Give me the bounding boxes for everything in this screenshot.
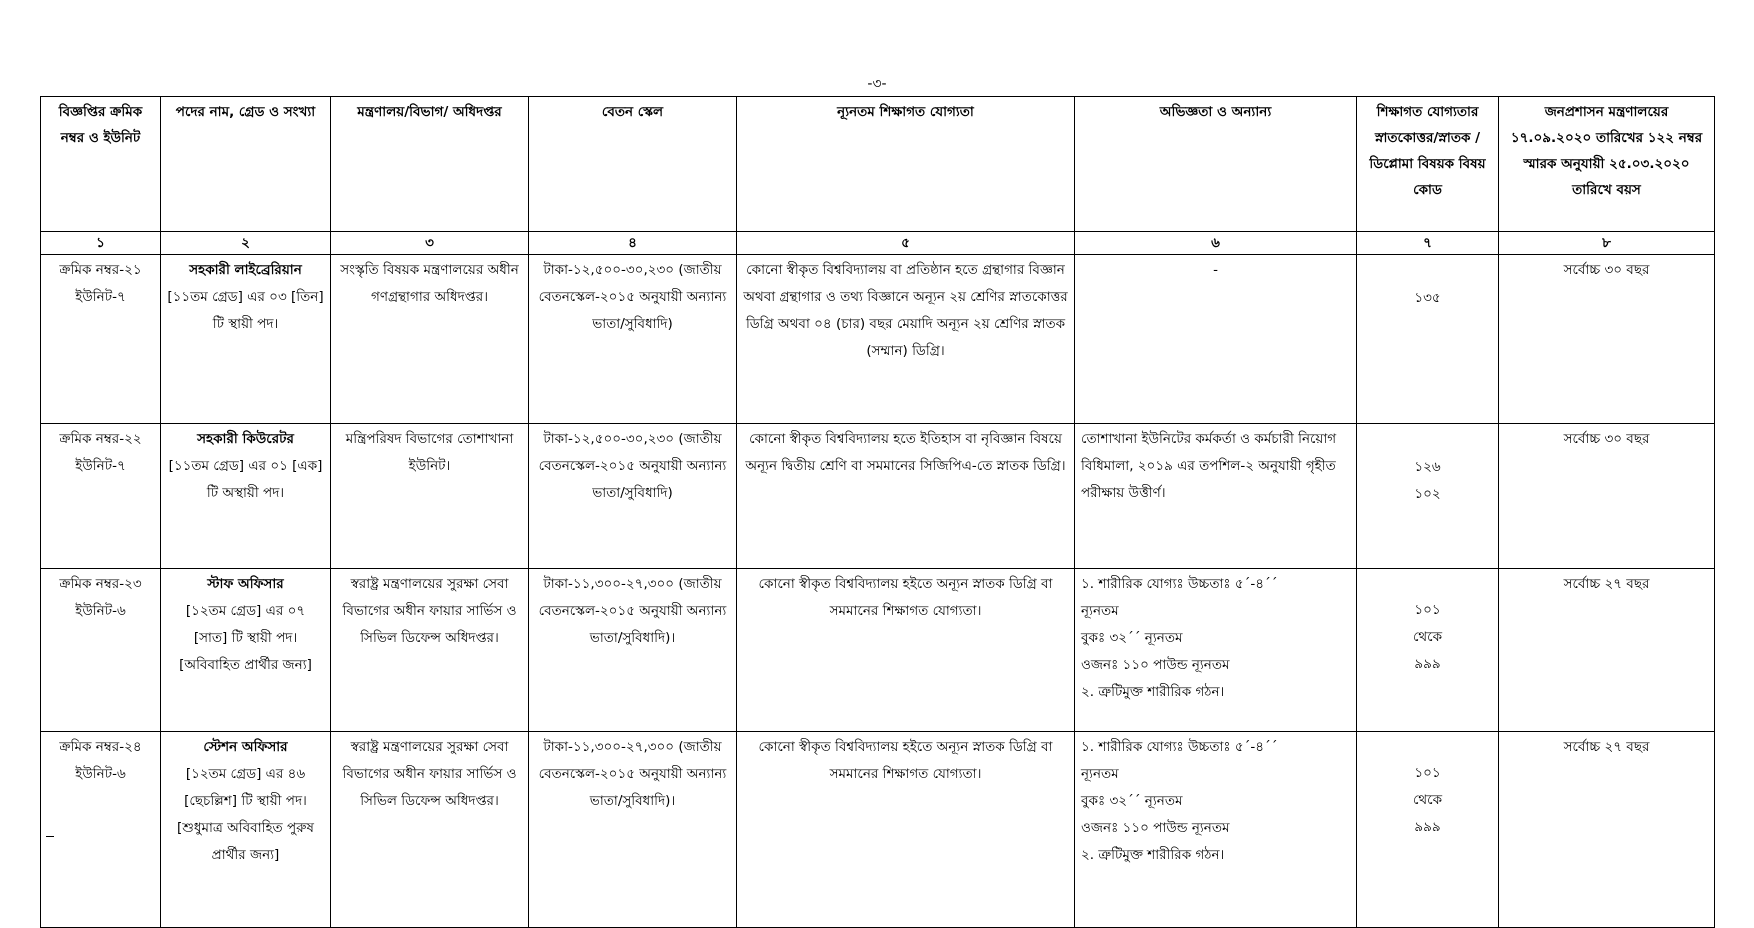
footer-mark xyxy=(46,836,54,837)
post-detail: [১১তম গ্রেড] এর ০৩ [তিন] টি স্থায়ী পদ। xyxy=(167,289,324,332)
subject-code: ৯৯৯ xyxy=(1414,819,1441,835)
header-age: জনপ্রশাসন মন্ত্রণালয়ের ১৭.০৯.২০২০ তারিখের ১২২ নম্বর স্মারক অনুযায়ী ২৫.০৩.২০২০ তারিখে বয়স xyxy=(1499,97,1715,232)
post-cell xyxy=(161,569,331,732)
column-number: ৬ xyxy=(1075,232,1357,255)
serial-cell: ক্রমিক নম্বর-২১ ইউনিট-৭ xyxy=(41,255,161,424)
age-cell: সর্বোচ্চ ২৭ বছর xyxy=(1499,732,1715,928)
column-number: ২ xyxy=(161,232,331,255)
ministry-cell: স্বরাষ্ট্র মন্ত্রণালয়ের সুরক্ষা সেবা বিভাগের অধীন ফায়ার সার্ভিস ও সিভিল ডিফেন্স অধিদপ্তর। xyxy=(331,569,529,732)
column-number-row xyxy=(41,232,1715,255)
subject-code: ১০১ xyxy=(1414,765,1441,781)
experience-cell xyxy=(1075,732,1357,928)
table-row xyxy=(41,255,1715,424)
experience-line: ওজনঃ ১১০ পাউন্ড ন্যূনতম xyxy=(1081,657,1230,673)
pay-scale-cell: টাকা-১২,৫০০-৩০,২৩০ (জাতীয় বেতনস্কেল-২০১৫ অনুযায়ী অন্যান্য ভাতা/সুবিধাদি) xyxy=(529,424,737,569)
column-number: ৫ xyxy=(737,232,1075,255)
recruitment-table xyxy=(40,96,1715,928)
pay-scale-cell: টাকা-১১,৩০০-২৭,৩০০ (জাতীয় বেতনস্কেল-২০১৫ অনুযায়ী অন্যান্য ভাতা/সুবিধাদি)। xyxy=(529,732,737,928)
experience-line: ২. ত্রুটিমুক্ত শারীরিক গঠন। xyxy=(1081,684,1225,700)
age-cell: সর্বোচ্চ ২৭ বছর xyxy=(1499,569,1715,732)
experience-line: ১. শারীরিক যোগ্যঃ উচ্চতাঃ ৫´-৪´´ xyxy=(1081,576,1278,592)
header-subject-code: শিক্ষাগত যোগ্যতার স্নাতকোত্তর/স্নাতক /ডিপ্লোমা বিষয়ক বিষয় কোড xyxy=(1357,97,1499,232)
header-education: ন্যূনতম শিক্ষাগত যোগ্যতা xyxy=(737,97,1075,232)
column-number: ১ xyxy=(41,232,161,255)
subject-code: থেকে xyxy=(1412,792,1443,808)
subject-code-cell xyxy=(1357,255,1499,424)
experience-cell: - xyxy=(1075,255,1357,424)
experience-cell xyxy=(1075,569,1357,732)
experience-cell: তোশাখানা ইউনিটের কর্মকর্তা ও কর্মচারী নিয়োগ বিধিমালা, ২০১৯ এর তপশিল-২ অনুযায়ী গৃহীত পরীক্ষায় উত্তীর্ণ। xyxy=(1075,424,1357,569)
experience-line: বুকঃ ৩২´´ ন্যূনতম xyxy=(1081,793,1183,809)
subject-code-cell xyxy=(1357,732,1499,928)
pay-scale-cell: টাকা-১২,৫০০-৩০,২৩০ (জাতীয় বেতনস্কেল-২০১৫ অনুযায়ী অন্যান্য ভাতা/সুবিধাদি) xyxy=(529,255,737,424)
age-cell: সর্বোচ্চ ৩০ বছর xyxy=(1499,424,1715,569)
experience-line: ন্যূনতম xyxy=(1081,603,1119,619)
subject-code-cell xyxy=(1357,569,1499,732)
header-experience: অভিজ্ঞতা ও অন্যান্য xyxy=(1075,97,1357,232)
post-cell xyxy=(161,732,331,928)
header-post: পদের নাম, গ্রেড ও সংখ্যা xyxy=(161,97,331,232)
serial-cell: ক্রমিক নম্বর-২৩ ইউনিট-৬ xyxy=(41,569,161,732)
education-cell: কোনো স্বীকৃত বিশ্ববিদ্যালয় হইতে অন্যূন স্নাতক ডিগ্রি বা সমমানের শিক্ষাগত যোগ্যতা। xyxy=(737,732,1075,928)
subject-code-cell xyxy=(1357,424,1499,569)
subject-code: ১০১ xyxy=(1414,602,1441,618)
ministry-cell: মন্ত্রিপরিষদ বিভাগের তোশাখানা ইউনিট। xyxy=(331,424,529,569)
post-title: স্টাফ অফিসার xyxy=(207,576,284,592)
serial-cell: ক্রমিক নম্বর-২৪ ইউনিট-৬ xyxy=(41,732,161,928)
education-cell: কোনো স্বীকৃত বিশ্ববিদ্যালয় হইতে অন্যূন স্নাতক ডিগ্রি বা সমমানের শিক্ষাগত যোগ্যতা। xyxy=(737,569,1075,732)
pay-scale-cell: টাকা-১১,৩০০-২৭,৩০০ (জাতীয় বেতনস্কেল-২০১৫ অনুযায়ী অন্যান্য ভাতা/সুবিধাদি)। xyxy=(529,569,737,732)
table-row xyxy=(41,732,1715,928)
column-number: ৩ xyxy=(331,232,529,255)
post-detail: [১১তম গ্রেড] এর ০১ [এক] টি অস্থায়ী পদ। xyxy=(168,458,323,501)
subject-code: ৯৯৯ xyxy=(1414,656,1441,672)
column-number: ৪ xyxy=(529,232,737,255)
post-title: সহকারী কিউরেটর xyxy=(197,431,294,447)
table-row xyxy=(41,569,1715,732)
subject-code: ১৩৫ xyxy=(1414,290,1441,306)
column-number: ৮ xyxy=(1499,232,1715,255)
post-detail: [১২তম গ্রেড] এর ০৭ [সাত] টি স্থায়ী পদ। [অবিবাহিত প্রার্থীর জন্য] xyxy=(179,603,312,673)
age-cell: সর্বোচ্চ ৩০ বছর xyxy=(1499,255,1715,424)
subject-code: ১২৬ xyxy=(1414,459,1441,475)
page-number: -৩- xyxy=(867,76,887,92)
header-ministry: মন্ত্রণালয়/বিভাগ/ অধিদপ্তর xyxy=(331,97,529,232)
experience-line: ওজনঃ ১১০ পাউন্ড ন্যূনতম xyxy=(1081,820,1230,836)
subject-code: ১০২ xyxy=(1414,486,1441,502)
education-cell: কোনো স্বীকৃত বিশ্ববিদ্যালয় হতে ইতিহাস বা নৃবিজ্ঞান বিষয়ে অন্যূন দ্বিতীয় শ্রেণি বা সমমানের সিজিপিএ-তে স্নাতক ডিগ্রি। xyxy=(737,424,1075,569)
header-serial: বিজ্ঞপ্তির ক্রমিক নম্বর ও ইউনিট xyxy=(41,97,161,232)
header-row xyxy=(41,97,1715,232)
experience-line: ১. শারীরিক যোগ্যঃ উচ্চতাঃ ৫´-৪´´ xyxy=(1081,739,1278,755)
header-pay-scale: বেতন স্কেল xyxy=(529,97,737,232)
experience-line: ২. ত্রুটিমুক্ত শারীরিক গঠন। xyxy=(1081,847,1225,863)
ministry-cell: স্বরাষ্ট্র মন্ত্রণালয়ের সুরক্ষা সেবা বিভাগের অধীন ফায়ার সার্ভিস ও সিভিল ডিফেন্স অধিদপ্তর। xyxy=(331,732,529,928)
post-title: স্টেশন অফিসার xyxy=(203,739,288,755)
post-detail: [১২তম গ্রেড] এর ৪৬ [ছেচল্লিশ] টি স্থায়ী পদ। [শুধুমাত্র অবিবাহিত পুরুষ প্রার্থীর জন্য] xyxy=(177,766,314,863)
column-number: ৭ xyxy=(1357,232,1499,255)
post-cell xyxy=(161,255,331,424)
table-row xyxy=(41,424,1715,569)
education-cell: কোনো স্বীকৃত বিশ্ববিদ্যালয় বা প্রতিষ্ঠান হতে গ্রন্থাগার বিজ্ঞান অথবা গ্রন্থাগার ও তথ্য বিজ্ঞানে অন্যূন ২য় শ্রেণির স্নাতকোত্তর ডিগ্রি অথবা ০৪ (চার) বছর মেয়াদি অন্যূন ২য় শ্রেণির স্নাতক (সম্মান) ডিগ্রি। xyxy=(737,255,1075,424)
ministry-cell: সংস্কৃতি বিষয়ক মন্ত্রণালয়ের অধীন গণগ্রন্থাগার অধিদপ্তর। xyxy=(331,255,529,424)
post-cell xyxy=(161,424,331,569)
post-title: সহকারী লাইব্রেরিয়ান xyxy=(189,262,302,278)
subject-code: থেকে xyxy=(1412,629,1443,645)
serial-cell: ক্রমিক নম্বর-২২ ইউনিট-৭ xyxy=(41,424,161,569)
experience-line: বুকঃ ৩২´´ ন্যূনতম xyxy=(1081,630,1183,646)
experience-line: ন্যূনতম xyxy=(1081,766,1119,782)
